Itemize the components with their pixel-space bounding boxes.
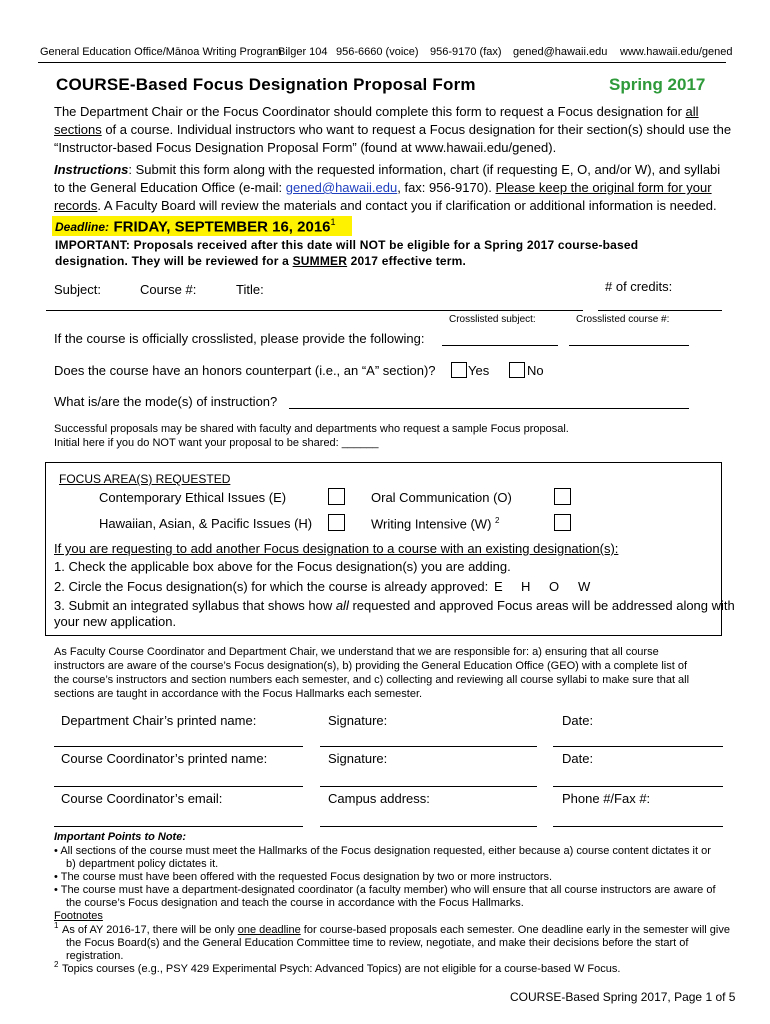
focus-oral-checkbox[interactable] xyxy=(554,488,571,505)
header-divider xyxy=(38,62,726,63)
crosslisted-question: If the course is officially crosslisted, please provide the following: xyxy=(54,331,425,346)
focus-ethics-label: Contemporary Ethical Issues (E) xyxy=(99,490,287,505)
note-bullet-3: • The course must have a department-designated coordinator (a faculty member) who will ensure that all course instructors are aware of xyxy=(54,884,716,896)
existing-step-2: 2. Circle the Focus designation(s) for which the course is already approved: xyxy=(54,579,489,594)
chair-name-field[interactable] xyxy=(54,746,303,747)
existing-step-3: 3. Submit an integrated syllabus that shows how all requested and approved Focus areas will be addressed along with xyxy=(54,598,735,613)
campus-address-label: Campus address: xyxy=(328,791,430,806)
circle-letter-e[interactable]: E xyxy=(494,579,503,594)
footnote-1-number: 1 xyxy=(54,921,59,930)
page-title: COURSE-Based Focus Designation Proposal Form xyxy=(56,75,476,94)
gened-email-link[interactable]: gened@hawaii.edu xyxy=(285,180,398,195)
agreement-line-4: sections are taught in accordance with the Focus Hallmarks each semester. xyxy=(54,688,423,700)
campus-address-field[interactable] xyxy=(320,826,537,827)
course-number-label: Course #: xyxy=(140,282,197,297)
header-website: www.hawaii.edu/gened xyxy=(620,46,733,58)
honors-yes-label: Yes xyxy=(468,363,490,378)
existing-step-1: 1. Check the applicable box above for the Focus designation(s) you are adding. xyxy=(54,559,511,574)
share-line-1: Successful proposals may be shared with faculty and departments who request a sample Focus proposal. xyxy=(54,423,569,435)
instructions-line-2: to the General Education Office (e-mail: gened@hawaii.edu, fax: 956-9170). Please keep the original form for your xyxy=(54,180,712,195)
footnote-2-number: 2 xyxy=(54,960,59,969)
phone-fax-label: Phone #/Fax #: xyxy=(562,791,651,806)
crosslisted-course-field[interactable] xyxy=(569,345,689,346)
circle-letter-o[interactable]: O xyxy=(549,579,560,594)
note-bullet-1: • All sections of the course must meet the Hallmarks of the Focus designation requested, either because a) course content dictates it or xyxy=(54,845,711,857)
chair-date-field[interactable] xyxy=(553,746,723,747)
crosslisted-subject-label: Crosslisted subject: xyxy=(449,314,536,325)
intro-line-3: “Instructor-based Focus Designation Proposal Form” (found at www.hawaii.edu/gened). xyxy=(54,140,557,155)
agreement-line-3: the course’s instructors and section numbers each semester, and c) collecting and reviewing all course syllabi to make sure that all xyxy=(54,674,690,686)
chair-signature-label: Signature: xyxy=(328,713,388,728)
credits-label: # of credits: xyxy=(605,279,673,294)
focus-ethics-checkbox[interactable] xyxy=(328,488,345,505)
phone-fax-field[interactable] xyxy=(553,826,723,827)
header-room: Bilger 104 xyxy=(278,46,328,58)
circle-letter-w[interactable]: W xyxy=(578,579,591,594)
coordinator-date-field[interactable] xyxy=(553,786,723,787)
share-line-2: Initial here if you do NOT want your proposal to be shared: ______ xyxy=(54,437,379,449)
footnote-1-line-2: the Focus Board(s) and the General Education Committee time to review, negotiate, and make their decisions before the start of xyxy=(66,937,689,949)
chair-date-label: Date: xyxy=(562,713,594,728)
footnote-1-line-1: As of AY 2016-17, there will be only one deadline for course-based proposals each semester. One deadline early in the semester will give xyxy=(62,924,730,936)
header-email: gened@hawaii.edu xyxy=(513,46,608,58)
mode-field[interactable] xyxy=(289,408,689,409)
agreement-line-1: As Faculty Course Coordinator and Department Chair, we understand that we are responsible for: a) ensuring that all course xyxy=(54,646,659,658)
agreement-line-2: instructors are aware of the course’s Focus designation(s), b) providing the General Education Office (GEO) with a complete list of xyxy=(54,660,687,672)
coordinator-signature-label: Signature: xyxy=(328,751,388,766)
coordinator-email-field[interactable] xyxy=(54,826,303,827)
focus-hap-checkbox[interactable] xyxy=(328,514,345,531)
footnote-2-line: Topics courses (e.g., PSY 429 Experimental Psych: Advanced Topics) are not eligible for a course-based W Focus. xyxy=(62,963,621,975)
focus-hap-label: Hawaiian, Asian, & Pacific Issues (H) xyxy=(99,516,313,531)
mode-question: What is/are the mode(s) of instruction? xyxy=(54,394,278,409)
coordinator-date-label: Date: xyxy=(562,751,594,766)
coordinator-email-label: Course Coordinator’s email: xyxy=(61,791,223,806)
intro-line-1: The Department Chair or the Focus Coordinator should complete this form to request a Focus designation for all xyxy=(54,104,699,119)
honors-no-label: No xyxy=(527,363,544,378)
header-office: General Education Office/Mānoa Writing Program xyxy=(40,46,282,58)
honors-no-checkbox[interactable] xyxy=(509,362,525,378)
footnotes-heading: Footnotes xyxy=(54,910,103,922)
note-bullet-1-cont: b) department policy dictates it. xyxy=(66,858,219,870)
intro-line-2: sections of a course. Individual instructors who want to request a Focus designation for their section(s) should use the xyxy=(54,122,732,137)
coordinator-name-label: Course Coordinator’s printed name: xyxy=(61,751,268,766)
instructions-line-1: Instructions: Submit this form along with the requested information, chart (if requesting E, O, and/or W), and syllabi xyxy=(54,162,721,177)
term-label: Spring 2017 xyxy=(609,75,706,94)
honors-question: Does the course have an honors counterpart (i.e., an “A” section)? xyxy=(54,363,436,378)
crosslisted-course-label: Crosslisted course #: xyxy=(576,314,670,325)
important-line-1: IMPORTANT: Proposals received after this date will NOT be eligible for a Spring 2017 course-based xyxy=(55,238,639,252)
note-bullet-2: • The course must have been offered with the requested Focus designation by two or more instructors. xyxy=(54,871,553,883)
focus-writing-label: Writing Intensive (W) $^2$ xyxy=(371,516,500,532)
honors-yes-checkbox[interactable] xyxy=(451,362,467,378)
subject-label: Subject: xyxy=(54,282,101,297)
instructions-line-3: records. A Faculty Board will review the materials and contact you if clarification or additional information is needed. xyxy=(54,198,717,213)
focus-heading: FOCUS AREA(S) REQUESTED xyxy=(59,472,231,486)
chair-signature-field[interactable] xyxy=(320,746,537,747)
header-voice: 956-6660 (voice) xyxy=(336,46,419,58)
course-title-label: Title: xyxy=(236,282,264,297)
header-fax: 956-9170 (fax) xyxy=(430,46,502,58)
crosslisted-subject-field[interactable] xyxy=(442,345,558,346)
existing-designation-note: If you are requesting to add another Focus designation to a course with an existing designation(s): xyxy=(54,541,619,556)
circle-letter-h[interactable]: H xyxy=(521,579,531,594)
page-footer: COURSE-Based Spring 2017, Page 1 of 5 xyxy=(510,990,736,1004)
footnote-1-line-3: registration. xyxy=(66,950,124,962)
notes-heading: Important Points to Note: xyxy=(54,831,186,843)
credits-line[interactable] xyxy=(598,310,722,311)
coordinator-name-field[interactable] xyxy=(54,786,303,787)
deadline-line: Deadline: FRIDAY, SEPTEMBER 16, 2016$^1$ xyxy=(55,217,336,236)
important-line-2: designation. They will be reviewed for a SUMMER 2017 effective term. xyxy=(55,254,467,268)
chair-name-label: Department Chair’s printed name: xyxy=(61,713,257,728)
focus-oral-label: Oral Communication (O) xyxy=(371,490,512,505)
course-info-line[interactable] xyxy=(46,310,583,311)
existing-step-3-cont: your new application. xyxy=(54,614,177,629)
focus-writing-checkbox[interactable] xyxy=(554,514,571,531)
coordinator-signature-field[interactable] xyxy=(320,786,537,787)
note-bullet-3-cont: the course’s Focus designation and teach the course in accordance with the Focus Hallmarks. xyxy=(66,897,524,909)
